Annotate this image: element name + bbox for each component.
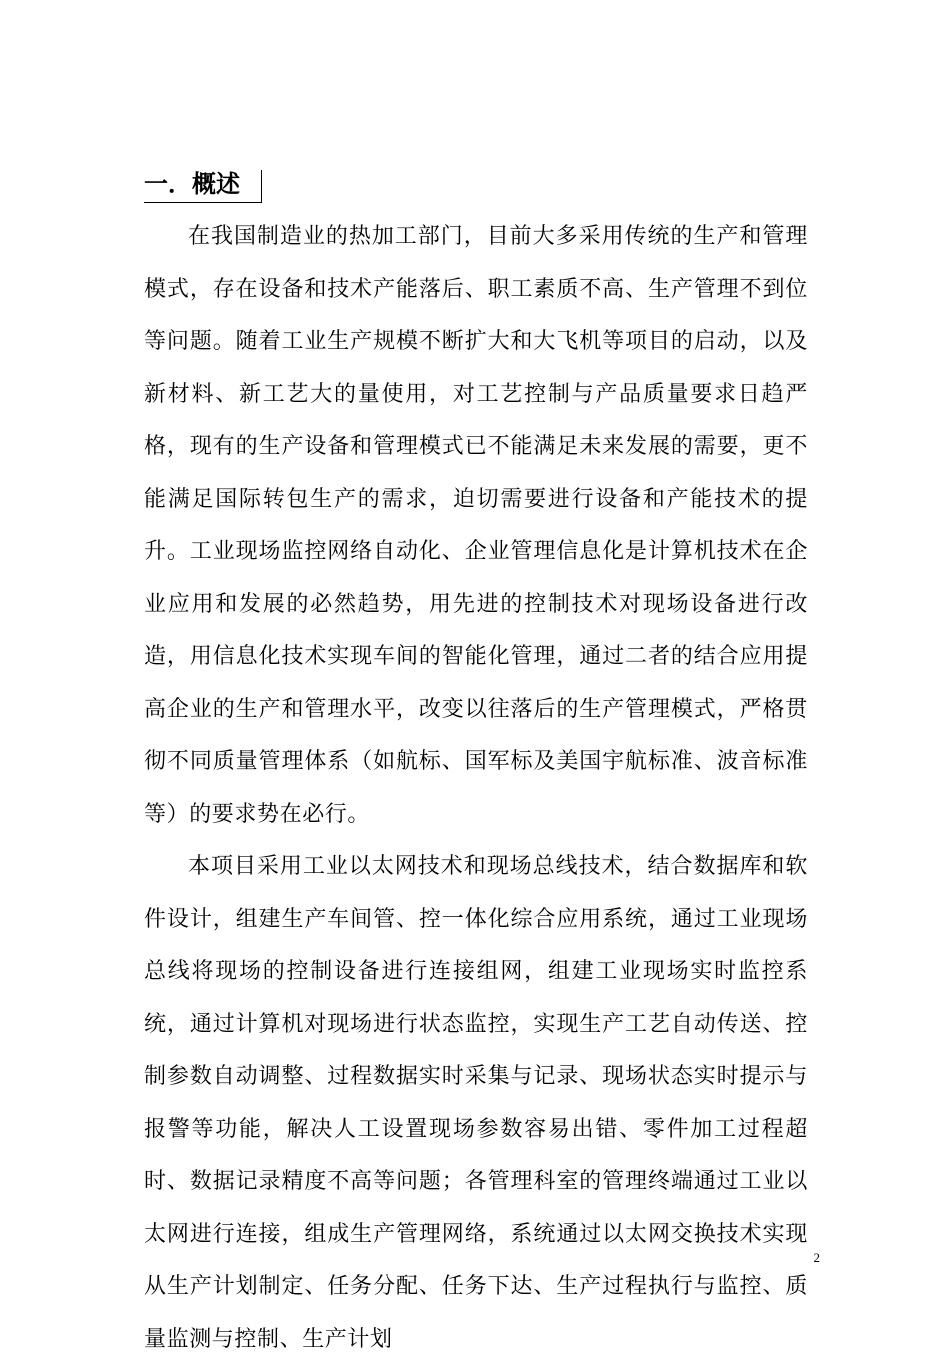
body-text — [144, 211, 808, 1366]
section-heading: 一．概述 — [144, 170, 240, 198]
section-heading-block — [144, 166, 264, 206]
page-number: 2 — [813, 1250, 820, 1265]
paragraph-project: 本项目采用工业以太网技术和现场总线技术，结合数据库和软件设计，组建生产车间管、控一体化综合应用系统，通过工业现场总线将现场的控制设备进行连接组网，组建工业现场实时监控系统，通过计算机对现场进行状态监控，实现生产工艺自动传送、控制参数自动调整、过程数据实时采集与记录、现场状态实时提示与报警等功能，解决人工设置现场参数容易出错、零件加工过程超时、数据记录精度不高等问题；各管理科室的管理终端通过工业以太网进行连接，组成生产管理网络，系统通过以太网交换技术实现从生产计划制定、任务分配、任务下达、生产过程执行与监控、质量监测与控制、生产计划 — [144, 854, 808, 1352]
heading-cursor-mark — [261, 170, 262, 202]
paragraph-overview: 在我国制造业的热加工部门，目前大多采用传统的生产和管理模式，存在设备和技术产能落后、职工素质不高、生产管理不到位等问题。随着工业生产规模不断扩大和大飞机等项目的启动，以及新材料、新工艺大的量使用，对工艺控制与产品质量要求日趋严格，现有的生产设备和管理模式已不能满足未来发展的需要，更不能满足国际转包生产的需求，迫切需要进行设备和产能技术的提升。工业现场监控网络自动化、企业管理信息化是计算机技术在企业应用和发展的必然趋势，用先进的控制技术对现场设备进行改造，用信息化技术实现车间的智能化管理，通过二者的结合应用提高企业的生产和管理水平，改变以往落后的生产管理模式，严格贯彻不同质量管理体系（如航标、国军标及美国宇航标准、波音标准等）的要求势在必行。 — [144, 224, 808, 827]
heading-underline — [144, 202, 262, 203]
